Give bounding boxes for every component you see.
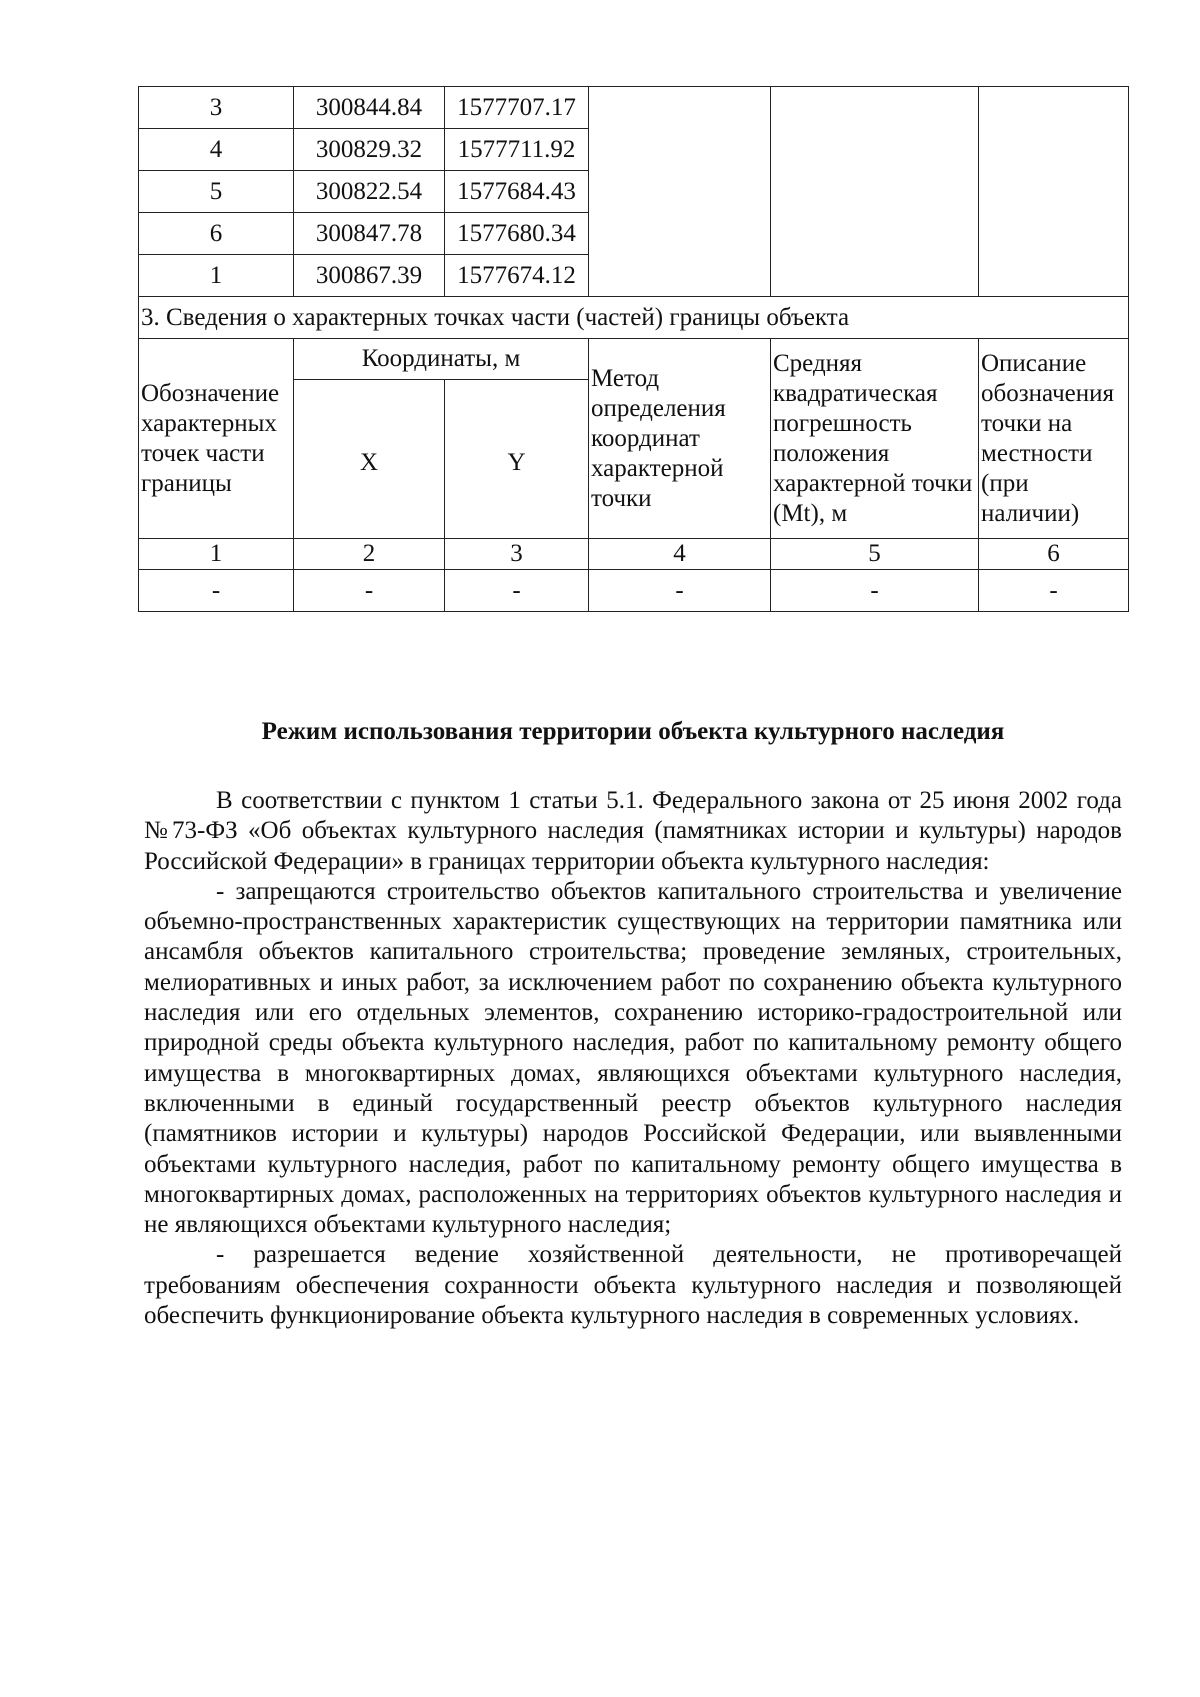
column-number-row — [139, 539, 1129, 570]
header-description: Описание обозначения точки на местности (при наличии) — [979, 339, 1129, 539]
paragraph: В соответствии с пунктом 1 статьи 5.1. Федерального закона от 25 июня 2002 года №73-ФЗ «Об объектах культурного наследия (памятниках истории и культуры) народов Российской Федерации» в границах территории объекта культурного наследия: — [144, 787, 1122, 875]
x-coordinate-cell: 300847.78 — [294, 213, 445, 255]
section-heading: Режим использования территории объекта культурного наследия — [261, 718, 1005, 745]
dash-cell: - — [771, 570, 979, 612]
y-coordinate-cell: 1577684.43 — [445, 171, 589, 213]
y-coordinate-cell: 1577674.12 — [445, 255, 589, 297]
header-coordinates: Координаты, м — [294, 339, 589, 380]
column-number: 6 — [979, 539, 1129, 570]
table-row — [139, 570, 1129, 612]
paragraph: - разрешается ведение хозяйственной деятельности, не противоречащей требованиям обеспечения сохранности объекта культурного наследия и позволяющей обеспечить функционирование объекта культурного наследия в современных условиях. — [144, 1241, 1122, 1330]
header-designation: Обозначение характерных точек части границы — [139, 339, 294, 539]
point-number-cell: 6 — [139, 213, 294, 255]
section-title: 3. Сведения о характерных точках части (частей) границы объекта — [139, 297, 1129, 339]
column-number: 5 — [771, 539, 979, 570]
column-number: 3 — [445, 539, 589, 570]
table-row — [139, 87, 1129, 129]
description-empty-cell — [979, 87, 1129, 297]
column-number: 1 — [139, 539, 294, 570]
x-coordinate-cell: 300822.54 — [294, 171, 445, 213]
y-coordinate-cell: 1577680.34 — [445, 213, 589, 255]
paragraph: - запрещаются строительство объектов капитального строительства и увеличение объемно-пространственных характеристик существующих на территории памятника или ансамбля объектов капитального строительства; проведение земляных, строительных, мелиоративных и иных работ, за исключением работ по сохранению объекта культурного наследия или его отдельных элементов, сохранению историко-градостроительной или природной среды объекта культурного наследия, работ по капитальному ремонту общего имущества в многоквартирных домах, являющихся объектами культурного наследия, включенными в единый государственный реестр объектов культурного наследия (памятников истории и культуры) народов Российской Федерации, или выявленными объектами культурного наследия, работ по капитальному ремонту общего имущества в многоквартирных домах, расположенных на территориях объектов культурного наследия и не являющихся объектами культурного наследия; — [144, 877, 1122, 1239]
header-error: Средняя квадратическая погрешность положения характерной точки (Mt), м — [771, 339, 979, 539]
point-number-cell: 3 — [139, 87, 294, 129]
y-coordinate-cell: 1577707.17 — [445, 87, 589, 129]
section-title-row — [139, 297, 1129, 339]
x-coordinate-cell: 300867.39 — [294, 255, 445, 297]
dash-cell: - — [979, 570, 1129, 612]
x-coordinate-cell: 300829.32 — [294, 129, 445, 171]
header-method: Метод определения координат характерной точки — [589, 339, 771, 539]
column-number: 2 — [294, 539, 445, 570]
dash-cell: - — [589, 570, 771, 612]
header-row — [139, 339, 1129, 380]
method-empty-cell — [589, 87, 771, 297]
dash-cell: - — [139, 570, 294, 612]
point-number-cell: 4 — [139, 129, 294, 171]
body-text — [144, 786, 1122, 1331]
dash-cell: - — [445, 570, 589, 612]
coordinates-table — [138, 86, 1129, 612]
column-number: 4 — [589, 539, 771, 570]
error-empty-cell — [771, 87, 979, 297]
header-x: X — [294, 380, 445, 539]
x-coordinate-cell: 300844.84 — [294, 87, 445, 129]
point-number-cell: 1 — [139, 255, 294, 297]
header-y: Y — [445, 380, 589, 539]
dash-cell: - — [294, 570, 445, 612]
point-number-cell: 5 — [139, 171, 294, 213]
y-coordinate-cell: 1577711.92 — [445, 129, 589, 171]
